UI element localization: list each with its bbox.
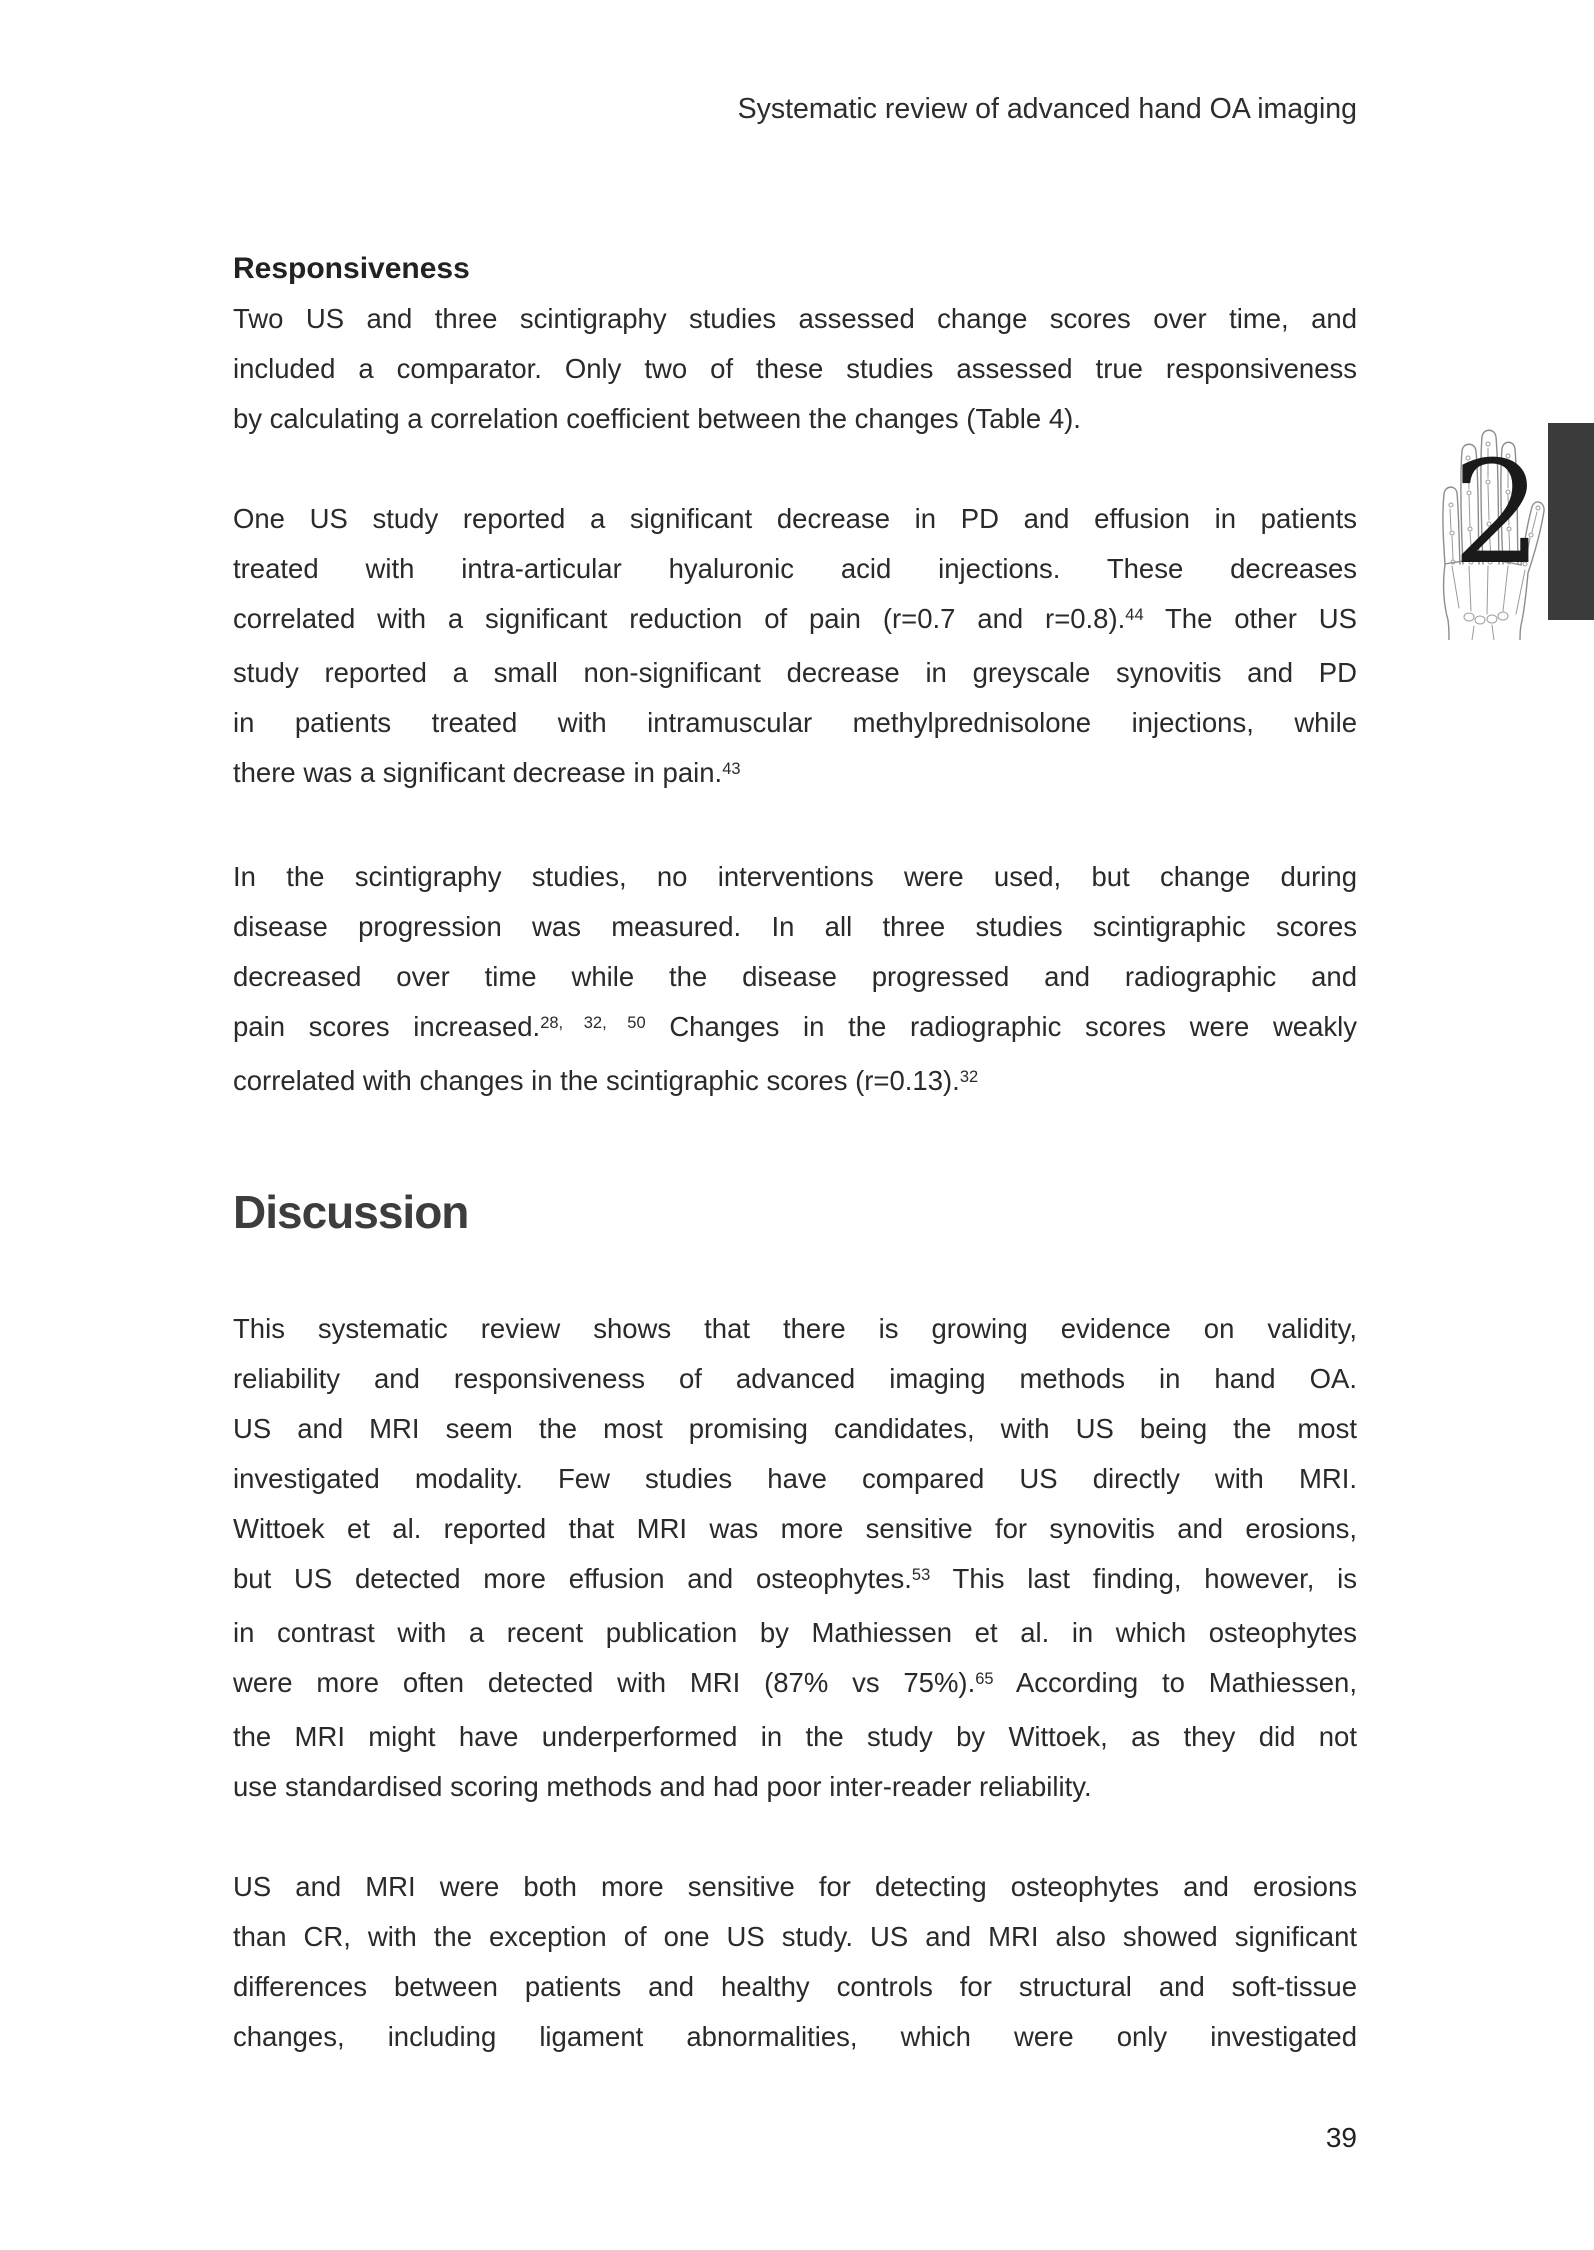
text-line	[233, 1056, 1357, 1110]
paragraph	[233, 1862, 1357, 2062]
text-run: This systematic review shows that there is growing evidence on validity,	[233, 1313, 1357, 1344]
paragraph	[233, 1304, 1357, 1812]
text-run: correlated with changes in the scintigraphic scores (r=0.13).	[233, 1065, 960, 1096]
reference-superscript: 32	[959, 1068, 979, 1087]
text-run: use standardised scoring methods and had poor inter-reader reliability.	[233, 1771, 1092, 1802]
text-run: pain scores increased.	[233, 1011, 541, 1042]
text-line	[233, 1762, 1357, 1812]
text-run: study reported a small non-significant decrease in greyscale synovitis and PD	[233, 657, 1357, 688]
text-run: US and MRI were both more sensitive for detecting osteophytes and erosions	[233, 1871, 1357, 1902]
reference-superscript: 43	[722, 760, 741, 779]
text-line	[233, 294, 1357, 344]
chapter-tab	[1548, 423, 1594, 620]
text-line	[233, 1404, 1357, 1454]
reference-superscript: 44	[1125, 606, 1144, 625]
text-line	[233, 1354, 1357, 1404]
reference-superscript: 28, 32, 50	[540, 1014, 646, 1033]
content-column	[233, 244, 1357, 2062]
text-run: reliability and responsiveness of advanced imaging methods in hand OA.	[233, 1363, 1357, 1394]
text-line	[233, 852, 1357, 902]
section-title: Discussion	[233, 1186, 469, 1238]
text-run: US and MRI seem the most promising candidates, with US being the most	[233, 1413, 1357, 1444]
text-run: The other US	[1143, 603, 1357, 634]
paragraph	[233, 494, 1357, 802]
text-run: in patients treated with intramuscular methylprednisolone injections, while	[233, 707, 1357, 738]
text-line	[233, 1658, 1357, 1712]
text-line	[233, 1608, 1357, 1658]
text-line	[233, 1002, 1357, 1056]
text-line	[233, 594, 1357, 648]
text-run: In the scintigraphy studies, no interventions were used, but change during	[233, 861, 1357, 892]
text-line	[233, 1554, 1357, 1608]
text-run: investigated modality. Few studies have compared US directly with MRI.	[233, 1463, 1357, 1494]
text-run: there was a significant decrease in pain.	[233, 757, 723, 788]
text-run: According to Mathiessen,	[993, 1667, 1357, 1698]
text-run: differences between patients and healthy controls for structural and soft-tissue	[233, 1971, 1357, 2002]
text-line	[233, 698, 1357, 748]
reference-superscript: 65	[975, 1670, 994, 1689]
page-number: 39	[1325, 2122, 1357, 2153]
text-run: disease progression was measured. In all three studies scintigraphic scores	[233, 911, 1357, 942]
subsection-title: Responsiveness	[233, 252, 470, 285]
text-line	[233, 1962, 1357, 2012]
text-run: were more often detected with MRI (87% vs 75%).	[233, 1667, 976, 1698]
text-run: correlated with a significant reduction of pain (r=0.7 and r=0.8).	[233, 603, 1126, 634]
paragraph	[233, 852, 1357, 1110]
text-run: changes, including ligament abnormalities, which were only investigated	[233, 2021, 1357, 2052]
text-line	[233, 344, 1357, 394]
text-run: in contrast with a recent publication by Mathiessen et al. in which osteophytes	[233, 1617, 1357, 1648]
text-run: This last finding, however, is	[930, 1563, 1357, 1594]
text-line	[233, 1304, 1357, 1354]
text-run: Two US and three scintigraphy studies assessed change scores over time, and	[233, 303, 1357, 334]
text-run: treated with intra-articular hyaluronic acid injections. These decreases	[233, 553, 1357, 584]
reference-superscript: 53	[911, 1566, 931, 1585]
text-run: but US detected more effusion and osteophytes.	[233, 1563, 912, 1594]
text-run: One US study reported a significant decrease in PD and effusion in patients	[233, 503, 1357, 534]
text-line	[233, 1912, 1357, 1962]
text-run: than CR, with the exception of one US study. US and MRI also showed significant	[233, 1921, 1357, 1952]
text-line	[233, 952, 1357, 1002]
text-line	[233, 2012, 1357, 2062]
text-run: decreased over time while the disease progressed and radiographic and	[233, 961, 1357, 992]
text-line	[233, 648, 1357, 698]
text-run: Wittoek et al. reported that MRI was more sensitive for synovitis and erosions,	[233, 1513, 1357, 1544]
text-line	[233, 394, 1357, 444]
text-run: by calculating a correlation coefficient between the changes (Table 4).	[233, 403, 1081, 434]
chapter-number: 2	[1452, 431, 1543, 596]
paragraph	[233, 294, 1357, 444]
text-run: the MRI might have underperformed in the study by Wittoek, as they did not	[233, 1721, 1357, 1752]
text-line	[233, 1862, 1357, 1912]
text-line	[233, 902, 1357, 952]
text-line	[233, 1454, 1357, 1504]
text-run: included a comparator. Only two of these studies assessed true responsiveness	[233, 353, 1357, 384]
text-line	[233, 494, 1357, 544]
text-line	[233, 544, 1357, 594]
running-header: Systematic review of advanced hand OA imaging	[737, 93, 1357, 125]
text-run: Changes in the radiographic scores were weakly	[645, 1011, 1357, 1042]
text-line	[233, 1504, 1357, 1554]
text-line	[233, 748, 1357, 802]
text-line	[233, 1712, 1357, 1762]
